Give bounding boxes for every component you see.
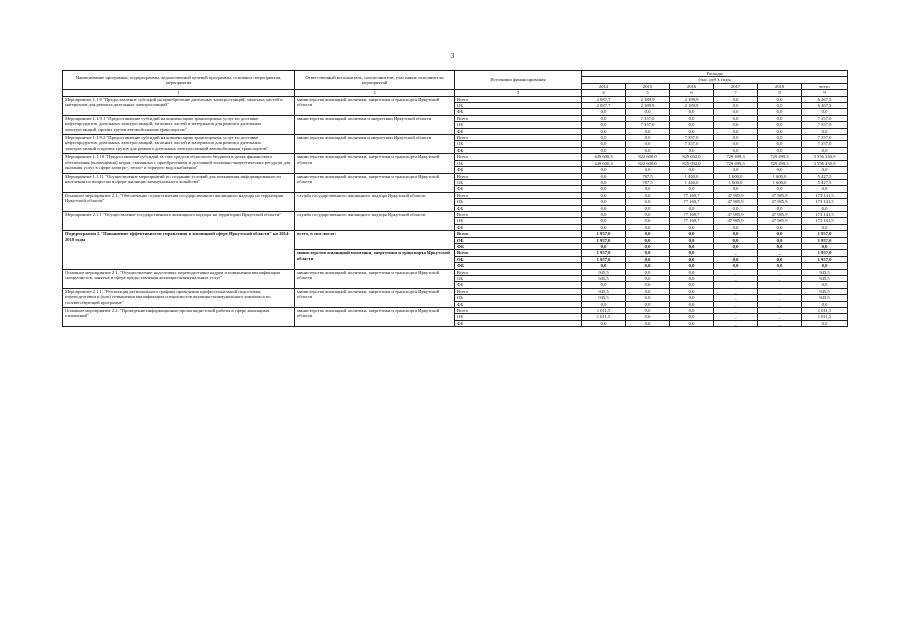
value-cell: 0,0 (714, 141, 758, 147)
value-cell: _ (714, 320, 758, 326)
value-cell: 1 600,0 (758, 173, 802, 179)
header-exec: Ответственный исполнитель, соисполнители, участники, исполнители мероприятий (295, 71, 455, 90)
value-cell: 0,0 (670, 167, 714, 173)
value-cell: 822 600,0 (626, 160, 670, 166)
value-cell: 47 985,9 (714, 199, 758, 205)
value-cell: 0,0 (758, 256, 802, 262)
value-cell: 47 985,9 (758, 199, 802, 205)
header-expenses: Расходы (582, 71, 848, 77)
value-cell: 0,0 (802, 320, 848, 326)
value-cell: 47 985,9 (714, 211, 758, 217)
value-cell: 0,0 (758, 122, 802, 128)
value-cell: 0,0 (670, 186, 714, 192)
value-cell: 7 357,0 (802, 141, 848, 147)
value-cell: 729 499,3 (758, 154, 802, 160)
source-cell: ОБ (455, 179, 582, 185)
value-cell: 0,0 (626, 288, 670, 294)
value-cell: 0,0 (582, 122, 626, 128)
header-year: 2017 (714, 83, 758, 89)
value-cell: 0,0 (670, 308, 714, 314)
value-cell: 0,0 (626, 308, 670, 314)
header-total: всего (802, 83, 848, 89)
value-cell: 47 985,9 (714, 218, 758, 224)
value-cell: 0,0 (714, 122, 758, 128)
value-cell: 0,0 (670, 250, 714, 256)
measure-name: Мероприятие 1.1.10 "Предоставление субсидий за счет средств областного бюджета в целях финансового обеспечения (возмещения) затрат, связанных с приобретением и доставкой топливно-энергетических ресурсов для оказания услуг в сфере электро-, тепло- и горячего водоснабжения" (63, 154, 295, 173)
col-number: 6 (670, 90, 714, 96)
value-cell: 0,0 (670, 301, 714, 307)
source-cell: Всего (455, 135, 582, 141)
value-cell: 0,0 (626, 250, 670, 256)
measure-executor: министерство жилищной политики и энергетики Иркутской области (295, 115, 455, 134)
value-cell: 0,0 (626, 211, 670, 217)
subprogram-name: Подпрограмма 2 "Повышение эффективности управления в жилищной сфере Иркутской области" на 2014-2018 годы (63, 231, 295, 269)
value-cell: _ (758, 314, 802, 320)
value-cell: 0,0 (670, 256, 714, 262)
value-cell: _ (714, 269, 758, 275)
value-cell: 5 427,5 (802, 173, 848, 179)
col-number: 5 (626, 90, 670, 96)
value-cell: 1 600,0 (758, 179, 802, 185)
value-cell: _ (758, 288, 802, 294)
source-cell: ОБ (455, 256, 582, 262)
value-cell: 1 957,0 (802, 256, 848, 262)
source-cell: Всего (455, 250, 582, 256)
value-cell: 0,0 (582, 263, 626, 269)
value-cell: 945,5 (582, 288, 626, 294)
value-cell: 77 169,7 (670, 192, 714, 198)
value-cell: 1 957,0 (802, 231, 848, 237)
subprogram-exec-ministry: министерство жилищной политики, энергетики и транспорта Иркутской области (295, 250, 455, 269)
value-cell: 729 499,3 (758, 160, 802, 166)
value-cell: 0,0 (670, 243, 714, 249)
value-cell: 0,0 (582, 167, 626, 173)
value-cell: 0,0 (802, 128, 848, 134)
value-cell: 0,0 (758, 186, 802, 192)
source-cell: ОБ (455, 141, 582, 147)
value-cell: 0,0 (626, 237, 670, 243)
value-cell: 1 011,5 (802, 314, 848, 320)
measure-name: Мероприятие 2.1.1 "Осуществление государственного жилищного надзора на территории Иркутской области" (63, 211, 295, 230)
value-cell: 1 957,0 (582, 256, 626, 262)
subprogram-exec-all: всего, в том числе: (295, 231, 455, 250)
value-cell: 0,0 (758, 135, 802, 141)
value-cell: 2 087,7 (582, 103, 626, 109)
measure-name: Основное мероприятие 2.2. "Проведение информационно-пропагандистской работы в сфере жилищных отношений" (63, 308, 295, 327)
value-cell: 449 600,3 (582, 160, 626, 166)
value-cell: _ (758, 301, 802, 307)
source-cell: ФБ (455, 320, 582, 326)
value-cell: 0,0 (670, 115, 714, 121)
source-cell: Всего (455, 231, 582, 237)
value-cell: 0,0 (714, 167, 758, 173)
value-cell: 0,0 (670, 109, 714, 115)
value-cell: _ (714, 288, 758, 294)
value-cell: 0,0 (758, 147, 802, 153)
value-cell: 2 189,9 (626, 103, 670, 109)
table-header (63, 71, 848, 97)
value-cell: 0,0 (670, 269, 714, 275)
value-cell: 0,0 (802, 205, 848, 211)
source-cell: ФБ (455, 147, 582, 153)
col-number: 8 (758, 90, 802, 96)
value-cell: 0,0 (714, 263, 758, 269)
value-cell: 0,0 (582, 224, 626, 230)
value-cell: 0,0 (802, 167, 848, 173)
value-cell: 0,0 (758, 103, 802, 109)
source-cell: ФБ (455, 128, 582, 134)
source-cell: ОБ (455, 218, 582, 224)
value-cell: _ (714, 301, 758, 307)
value-cell: 47 985,9 (714, 192, 758, 198)
value-cell: 0,0 (758, 224, 802, 230)
header-name: Наименование программы, подпрограммы, ведомственной целевой программы, основного мероприятия, мероприятия (63, 71, 295, 90)
value-cell: 7 357,0 (626, 122, 670, 128)
measure-executor: министерство жилищной политики, энергетики и транспорта Иркутской области (295, 308, 455, 327)
measure-executor: министерство жилищной политики, энергетики и транспорта Иркутской области (295, 154, 455, 173)
value-cell: 0,0 (758, 237, 802, 243)
value-cell: 7 357,0 (802, 122, 848, 128)
value-cell: 47 985,9 (758, 211, 802, 217)
value-cell: 3 556 230,9 (802, 154, 848, 160)
value-cell: 0,0 (626, 243, 670, 249)
source-cell: ОБ (455, 314, 582, 320)
col-number: 9 (802, 90, 848, 96)
value-cell: _ (714, 295, 758, 301)
value-cell: 945,5 (582, 276, 626, 282)
value-cell: 2 087,7 (582, 96, 626, 102)
value-cell: 1 957,0 (582, 250, 626, 256)
value-cell: 0,0 (670, 295, 714, 301)
value-cell: 0,0 (626, 295, 670, 301)
measure-executor: служба государственного жилищного надзора Иркутской области (295, 192, 455, 211)
value-cell: 0,0 (670, 320, 714, 326)
source-cell: ФБ (455, 301, 582, 307)
value-cell: 0,0 (626, 301, 670, 307)
value-cell: 0,0 (582, 109, 626, 115)
source-cell: ФБ (455, 224, 582, 230)
value-cell: 0,0 (582, 179, 626, 185)
source-cell: ФБ (455, 243, 582, 249)
value-cell: 0,0 (626, 186, 670, 192)
value-cell: 173 141,5 (802, 211, 848, 217)
value-cell: 0,0 (714, 109, 758, 115)
source-cell: Всего (455, 192, 582, 198)
table-body-1 (63, 96, 848, 231)
value-cell: 0,0 (582, 301, 626, 307)
value-cell: 0,0 (626, 192, 670, 198)
value-cell: 0,0 (670, 224, 714, 230)
value-cell: 6 467,5 (802, 96, 848, 102)
value-cell: 0,0 (626, 199, 670, 205)
value-cell: 0,0 (626, 314, 670, 320)
header-year: 2016 (670, 83, 714, 89)
value-cell: 0,0 (582, 186, 626, 192)
source-cell: Всего (455, 115, 582, 121)
value-cell: 0,0 (582, 147, 626, 153)
value-cell: 173 141,5 (802, 192, 848, 198)
value-cell: 787,5 (626, 179, 670, 185)
measure-executor: служба государственного жилищного надзора Иркутской области (295, 211, 455, 230)
subprogram-block (63, 231, 848, 269)
value-cell: 0,0 (714, 96, 758, 102)
value-cell: 7 357,0 (670, 135, 714, 141)
measure-name: Мероприятие 1.1.11 "Осуществление мероприятий по созданию условий для повышения информированности населения по вопросам в сфере жилищно-коммунального хозяйства" (63, 173, 295, 192)
value-cell: 2 189,9 (670, 96, 714, 102)
value-cell: 0,0 (626, 231, 670, 237)
value-cell: _ (758, 269, 802, 275)
value-cell: 0,0 (626, 218, 670, 224)
source-cell: ОБ (455, 103, 582, 109)
value-cell: 3 556 230,9 (802, 160, 848, 166)
value-cell: 77 169,7 (670, 199, 714, 205)
source-cell: Всего (455, 173, 582, 179)
value-cell: 0,0 (714, 115, 758, 121)
value-cell: 0,0 (714, 237, 758, 243)
source-cell: ОБ (455, 276, 582, 282)
measure-name: Мероприятие 1.1.9.1 "Предоставление субсидий на компенсацию транспортных услуг по доставке нефтепродуктов, дизельных электростанций, запасных частей и материалов для ремонта дизельных электростанций, прочих грузов автомобильным транспортом" (63, 115, 295, 134)
value-cell: 945,5 (802, 295, 848, 301)
source-cell: Всего (455, 154, 582, 160)
value-cell: 0,0 (670, 205, 714, 211)
value-cell: 0,0 (626, 224, 670, 230)
measure-name: Мероприятие 2.1.1. "Реализация регионального графика проведения профессиональной подготовки, переподготовки и (или) повышения квалификации специалистов жилищно-коммунального комплекса по соответствующей программе" (63, 288, 295, 307)
value-cell: 0,0 (714, 231, 758, 237)
value-cell: 1 011,5 (582, 308, 626, 314)
value-cell: 0,0 (582, 199, 626, 205)
value-cell: 0,0 (758, 141, 802, 147)
value-cell: 945,5 (802, 276, 848, 282)
source-cell: ФБ (455, 167, 582, 173)
value-cell: 1 957,0 (582, 237, 626, 243)
header-year: 2014 (582, 83, 626, 89)
value-cell: 7 357,0 (802, 135, 848, 141)
value-cell: 173 141,5 (802, 218, 848, 224)
value-cell: 729 499,3 (714, 154, 758, 160)
col-number: 3 (455, 90, 582, 96)
measure-executor: министерство жилищной политики, энергетики и транспорта Иркутской области (295, 288, 455, 307)
value-cell: 7 357,0 (626, 115, 670, 121)
value-cell: _ (714, 308, 758, 314)
value-cell: 0,0 (670, 122, 714, 128)
header-expenses-unit: (тыс. руб.), годы (582, 77, 848, 83)
measure-name: Мероприятие 1.1.9.2 "Предоставление субсидий на компенсацию транспортных услуг по доставке нефтепродуктов, дизельных электростанций, запасных частей и материалов для ремонта дизельных электростанций и прочих грузов для ремонта дизельных электростанций автомобильным транспортом" (63, 135, 295, 154)
value-cell: 822 600,0 (626, 154, 670, 160)
value-cell: 0,0 (582, 205, 626, 211)
value-cell: 0,0 (582, 192, 626, 198)
value-cell: 0,0 (626, 147, 670, 153)
value-cell: _ (714, 314, 758, 320)
page-number: 3 (450, 52, 455, 60)
measure-name: Мероприятие 1.1.8 "Предоставление субсидий на приобретение дизельных электростанций, запасных частей и материалов для ремонта дизельных электростанций" (63, 96, 295, 115)
value-cell: 0,0 (670, 263, 714, 269)
value-cell: 0,0 (758, 128, 802, 134)
value-cell: 0,0 (626, 205, 670, 211)
value-cell: 0,0 (802, 301, 848, 307)
source-cell: ОБ (455, 237, 582, 243)
measure-name: Основное мероприятие 2.1. "Обеспечение осуществления государственного жилищного надзора на территории Иркутской области" (63, 192, 295, 211)
value-cell: _ (758, 308, 802, 314)
measure-executor: министерство жилищной политики и энергетики Иркутской области (295, 135, 455, 154)
value-cell: 0,0 (670, 237, 714, 243)
value-cell: 0,0 (758, 115, 802, 121)
source-cell: ФБ (455, 282, 582, 288)
value-cell: 945,5 (582, 295, 626, 301)
measure-executor: министерство жилищной политики, энергетики и транспорта Иркутской области (295, 96, 455, 115)
value-cell: 0,0 (582, 115, 626, 121)
value-cell: 787,5 (626, 173, 670, 179)
value-cell: 0,0 (582, 135, 626, 141)
value-cell: _ (758, 276, 802, 282)
value-cell: _ (758, 250, 802, 256)
value-cell: 0,0 (802, 147, 848, 153)
col-number: 1 (63, 90, 295, 96)
value-cell: 0,0 (626, 128, 670, 134)
value-cell: 0,0 (714, 128, 758, 134)
value-cell: 0,0 (714, 256, 758, 262)
value-cell: 0,0 (626, 109, 670, 115)
value-cell: 0,0 (582, 128, 626, 134)
value-cell: 0,0 (714, 103, 758, 109)
value-cell: 0,0 (714, 205, 758, 211)
source-cell: ФБ (455, 263, 582, 269)
value-cell: 0,0 (582, 243, 626, 249)
value-cell: _ (758, 295, 802, 301)
value-cell: 0,0 (714, 186, 758, 192)
value-cell: 7 357,0 (802, 115, 848, 121)
value-cell: 0,0 (670, 276, 714, 282)
value-cell: 47 985,9 (758, 192, 802, 198)
value-cell: 0,0 (802, 109, 848, 115)
value-cell: 1 440,0 (670, 173, 714, 179)
source-cell: Всего (455, 96, 582, 102)
value-cell: 6 467,5 (802, 103, 848, 109)
value-cell: 0,0 (670, 231, 714, 237)
value-cell: 0,0 (758, 263, 802, 269)
value-cell: 0,0 (758, 109, 802, 115)
value-cell: 77 169,7 (670, 211, 714, 217)
value-cell: 0,0 (758, 96, 802, 102)
value-cell: 173 141,5 (802, 199, 848, 205)
value-cell: 825 032,0 (670, 154, 714, 160)
value-cell: 1 957,0 (582, 231, 626, 237)
value-cell: 0,0 (626, 141, 670, 147)
col-number: 7 (714, 90, 758, 96)
value-cell: _ (714, 276, 758, 282)
value-cell: 945,5 (582, 269, 626, 275)
value-cell: 0,0 (670, 314, 714, 320)
source-cell: Всего (455, 288, 582, 294)
value-cell: 0,0 (758, 243, 802, 249)
value-cell: 0,0 (670, 128, 714, 134)
source-cell: Всего (455, 269, 582, 275)
value-cell: 0,0 (802, 243, 848, 249)
value-cell: 0,0 (582, 173, 626, 179)
source-cell: ФБ (455, 186, 582, 192)
value-cell: _ (714, 250, 758, 256)
value-cell: 449 600,3 (582, 154, 626, 160)
budget-table (62, 70, 848, 327)
value-cell: 0,0 (758, 167, 802, 173)
value-cell: 0,0 (582, 211, 626, 217)
value-cell: 0,0 (670, 288, 714, 294)
value-cell: 1 440,0 (670, 179, 714, 185)
value-cell: 0,0 (670, 147, 714, 153)
value-cell: 0,0 (582, 282, 626, 288)
value-cell: 0,0 (802, 186, 848, 192)
value-cell: 0,0 (626, 256, 670, 262)
value-cell: 1 011,5 (582, 314, 626, 320)
value-cell: 825 032,0 (670, 160, 714, 166)
value-cell: 0,0 (582, 320, 626, 326)
measure-executor: министерство жилищной политики, энергетики и транспорта Иркутской области (295, 269, 455, 288)
value-cell: 0,0 (714, 224, 758, 230)
value-cell: 0,0 (802, 224, 848, 230)
value-cell: 0,0 (802, 263, 848, 269)
measure-executor: министерство жилищной политики, энергетики и транспорта Иркутской области (295, 173, 455, 192)
value-cell: 1 600,0 (714, 173, 758, 179)
col-number: 4 (582, 90, 626, 96)
header-source: Источники финансирования (455, 71, 582, 90)
value-cell: 7 357,0 (670, 141, 714, 147)
value-cell: _ (758, 320, 802, 326)
value-cell: 77 169,7 (670, 218, 714, 224)
value-cell: 0,0 (626, 269, 670, 275)
value-cell: 0,0 (758, 231, 802, 237)
value-cell: 1 011,5 (802, 308, 848, 314)
source-cell: Всего (455, 308, 582, 314)
measure-name: Основное мероприятие 2.1. "Осуществление подготовки, переподготовки кадров и повышения квалификации специалистов, занятых в сфере предоставления жилищно-коммунальных услуг" (63, 269, 295, 288)
value-cell: 1 957,0 (802, 250, 848, 256)
value-cell: 0,0 (670, 282, 714, 288)
source-cell: ОБ (455, 122, 582, 128)
value-cell: 0,0 (626, 135, 670, 141)
value-cell: 5 427,5 (802, 179, 848, 185)
value-cell: 1 600,0 (714, 179, 758, 185)
value-cell: 945,5 (802, 288, 848, 294)
value-cell: 945,5 (802, 269, 848, 275)
source-cell: ОБ (455, 199, 582, 205)
source-cell: Всего (455, 211, 582, 217)
value-cell: 0,0 (582, 141, 626, 147)
col-number: 2 (295, 90, 455, 96)
value-cell: 729 499,3 (714, 160, 758, 166)
source-cell: ФБ (455, 205, 582, 211)
value-cell: 1 957,0 (802, 237, 848, 243)
value-cell: 0,0 (626, 320, 670, 326)
source-cell: ОБ (455, 160, 582, 166)
value-cell: 0,0 (714, 243, 758, 249)
value-cell: 0,0 (582, 218, 626, 224)
header-year: 2015 (626, 83, 670, 89)
source-cell: ФБ (455, 109, 582, 115)
value-cell: 0,0 (714, 135, 758, 141)
table-body-2 (63, 269, 848, 327)
value-cell: 0,0 (714, 147, 758, 153)
value-cell: 0,0 (626, 276, 670, 282)
value-cell: 47 985,9 (758, 218, 802, 224)
value-cell: 0,0 (802, 282, 848, 288)
value-cell: 2 189,9 (670, 103, 714, 109)
source-cell: ОБ (455, 295, 582, 301)
value-cell: 2 189,9 (626, 96, 670, 102)
value-cell: 0,0 (758, 205, 802, 211)
header-year: 2018 (758, 83, 802, 89)
value-cell: 0,0 (626, 263, 670, 269)
value-cell: 0,0 (626, 282, 670, 288)
value-cell: 0,0 (626, 167, 670, 173)
